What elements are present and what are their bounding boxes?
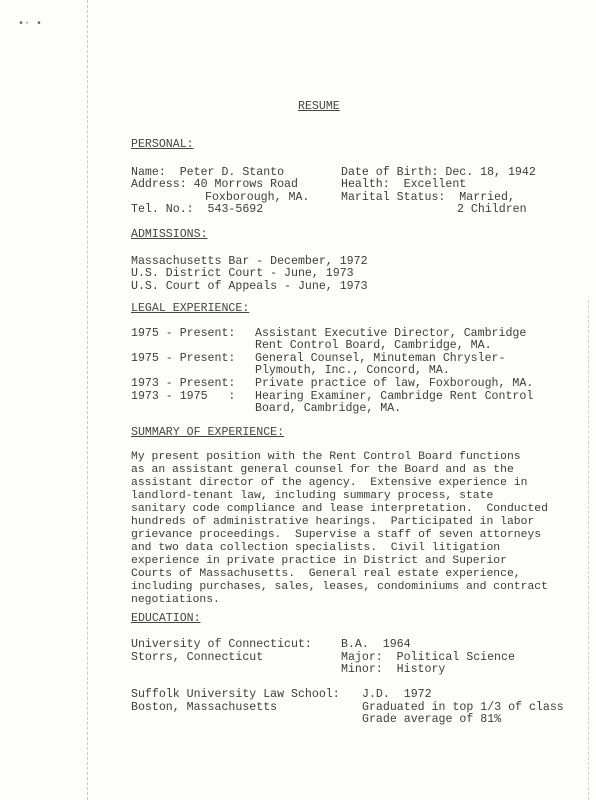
experience-line: Board, Cambridge, MA. — [255, 402, 402, 415]
left-margin-line — [87, 0, 89, 800]
experience-line: Rent Control Board, Cambridge, MA. — [255, 339, 492, 352]
uconn-degree: B.A. 1964 — [341, 638, 411, 651]
experience-line: General Counsel, Minuteman Chrysler- — [255, 352, 506, 365]
suffolk-grade-average: Grade average of 81% — [362, 713, 502, 726]
uconn-location: Storrs, Connecticut — [131, 651, 264, 664]
experience-dates: 1973 - 1975 : — [131, 390, 236, 403]
suffolk-degree: J.D. 1972 — [362, 688, 432, 701]
marital-status: Marital Status: Married, — [341, 191, 515, 204]
uconn-major: Major: Political Science — [341, 651, 515, 664]
name-line: Name: Peter D. Stanto — [131, 166, 285, 179]
summary-line: grievance proceedings. Supervise a staff of seven attorneys — [131, 529, 542, 541]
education-heading: EDUCATION: — [131, 612, 201, 625]
summary-line: sanitary code compliance and lease interpretation. Conducted — [131, 503, 548, 515]
suffolk-graduation: Graduated in top 1/3 of class — [362, 701, 564, 714]
uconn-school: University of Connecticut: — [131, 638, 312, 651]
suffolk-school: Suffolk University Law School: — [131, 688, 340, 701]
summary-paragraph — [131, 451, 593, 607]
telephone-line: Tel. No.: 543-5692 — [131, 203, 264, 216]
scan-speck: •⋅ • — [18, 19, 43, 30]
admission-item: U.S. District Court - June, 1973 — [131, 267, 354, 280]
experience-dates: 1975 - Present: — [131, 352, 236, 365]
summary-line: My present position with the Rent Control Board functions — [131, 451, 521, 463]
admission-item: Massachusetts Bar - December, 1972 — [131, 255, 368, 268]
suffolk-location: Boston, Massachusetts — [131, 701, 278, 714]
experience-dates: 1973 - Present: — [131, 377, 236, 390]
summary-line: negotiations. — [131, 594, 220, 606]
address-line-2: Foxborough, MA. — [205, 191, 310, 204]
document-title: RESUME — [298, 100, 340, 113]
legal-experience-heading: LEGAL EXPERIENCE: — [131, 302, 250, 315]
admission-item: U.S. Court of Appeals - June, 1973 — [131, 280, 368, 293]
summary-line: hundreds of administrative hearings. Participated in labor — [131, 516, 535, 528]
address-line-1: Address: 40 Morrows Road — [131, 178, 298, 191]
summary-line: Courts of Massachusetts. General real estate experience, — [131, 568, 521, 580]
personal-heading: PERSONAL: — [131, 138, 194, 151]
experience-line: Assistant Executive Director, Cambridge — [255, 327, 527, 340]
health-status: Health: Excellent — [341, 178, 467, 191]
summary-line: experience in private practice in District and Superior — [131, 555, 507, 567]
uconn-minor: Minor: History — [341, 663, 446, 676]
children-count: 2 Children — [457, 203, 527, 216]
summary-line: assistant director of the agency. Extensive experience in — [131, 477, 528, 489]
experience-line: Hearing Examiner, Cambridge Rent Control — [255, 390, 534, 403]
summary-line: as an assistant general counsel for the Board and as the — [131, 464, 514, 476]
summary-line: landlord-tenant law, including summary process, state — [131, 490, 494, 502]
summary-heading: SUMMARY OF EXPERIENCE: — [131, 426, 285, 439]
summary-line: and two data collection specialists. Civil litigation — [131, 542, 501, 554]
admissions-heading: ADMISSIONS: — [131, 228, 208, 241]
experience-line: Plymouth, Inc., Concord, MA. — [255, 364, 450, 377]
experience-dates: 1975 - Present: — [131, 327, 236, 340]
summary-line: including purchases, sales, leases, condominiums and contract — [131, 581, 548, 593]
experience-line: Private practice of law, Foxborough, MA. — [255, 377, 534, 390]
date-of-birth: Date of Birth: Dec. 18, 1942 — [341, 166, 536, 179]
